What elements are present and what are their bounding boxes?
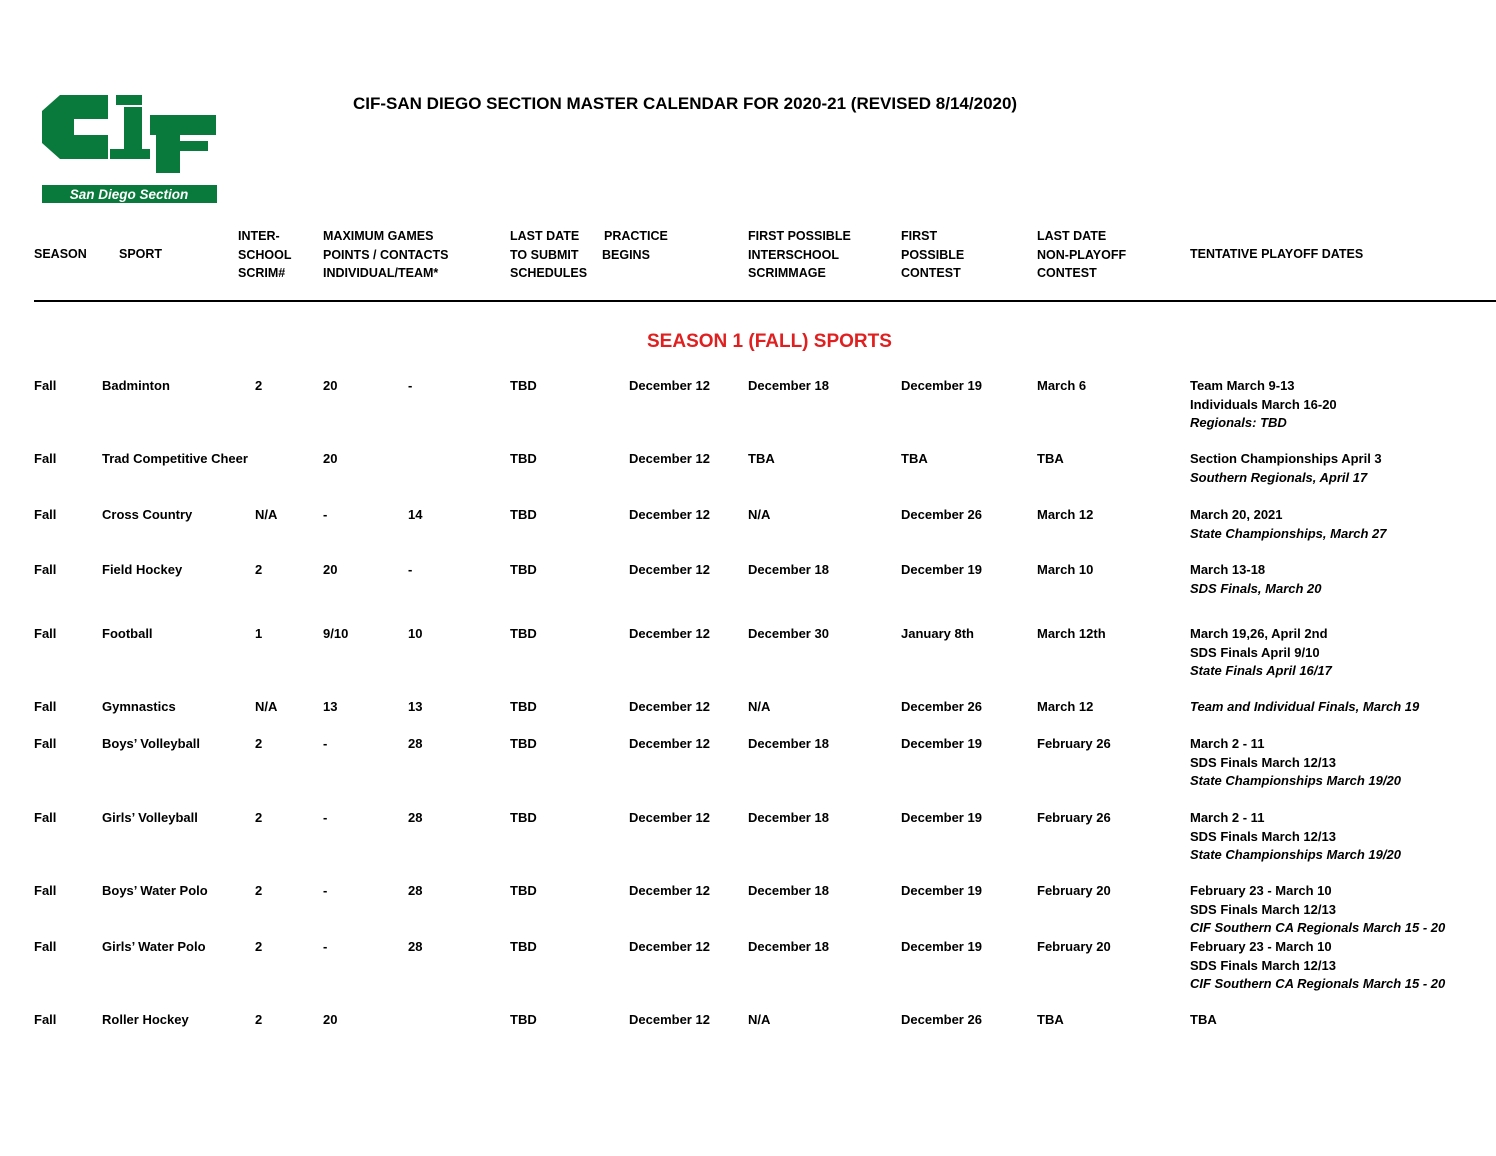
- header-first-scrimmage: FIRST POSSIBLE INTERSCHOOL SCRIMMAGE: [748, 229, 851, 280]
- row-scrim: N/A: [255, 507, 278, 522]
- row-max-team: -: [408, 378, 413, 393]
- row-season: Fall: [34, 883, 57, 898]
- row-first-scrimmage: December 18: [748, 736, 829, 751]
- row-last-contest: March 6: [1037, 378, 1087, 393]
- row-schedules-date: TBD: [510, 378, 537, 393]
- row-max-individual: 20: [323, 451, 338, 466]
- row-first-scrimmage: N/A: [748, 507, 771, 522]
- playoff-line: February 23 - March 10: [1190, 939, 1332, 954]
- row-first-scrimmage: N/A: [748, 1012, 771, 1027]
- row-max-team: -: [408, 562, 413, 577]
- row-schedules-date: TBD: [510, 451, 537, 466]
- logo-f-shape: [150, 115, 216, 173]
- row-scrim: 2: [255, 736, 263, 751]
- playoff-line: March 19,26, April 2nd: [1190, 626, 1328, 641]
- playoff-line: Section Championships April 3: [1190, 451, 1382, 466]
- header-last-nonplayoff: LAST DATE NON-PLAYOFF CONTEST: [1037, 229, 1127, 280]
- row-first-contest: December 26: [901, 1012, 982, 1027]
- row-last-contest: TBA: [1037, 1012, 1064, 1027]
- cif-logo: [40, 93, 218, 205]
- playoff-line: CIF Southern CA Regionals March 15 - 20: [1190, 920, 1446, 935]
- playoff-line: March 13-18: [1190, 562, 1266, 577]
- row-max-team: 28: [408, 736, 423, 751]
- row-practice-date: December 12: [629, 736, 710, 751]
- row-scrim: 1: [255, 626, 263, 641]
- row-schedules-date: TBD: [510, 562, 537, 577]
- row-season: Fall: [34, 626, 57, 641]
- row-practice-date: December 12: [629, 562, 710, 577]
- row-scrim: 2: [255, 883, 263, 898]
- row-max-individual: -: [323, 736, 328, 751]
- row-playoff-dates: [1190, 938, 1445, 994]
- header-max-games: MAXIMUM GAMES POINTS / CONTACTS INDIVIDUAL/TEAM*: [323, 229, 449, 280]
- row-season: Fall: [34, 1012, 57, 1027]
- row-last-contest: February 20: [1037, 883, 1111, 898]
- row-sport: Badminton: [102, 378, 170, 393]
- row-season: Fall: [34, 810, 57, 825]
- row-season: Fall: [34, 507, 57, 522]
- row-first-contest: December 19: [901, 736, 982, 751]
- playoff-line: SDS Finals March 12/13: [1190, 828, 1336, 844]
- row-first-contest: TBA: [901, 451, 928, 466]
- row-max-individual: 20: [323, 562, 338, 577]
- row-season: Fall: [34, 699, 57, 714]
- playoff-line: March 2 - 11: [1190, 810, 1265, 825]
- row-scrim: 2: [255, 1012, 263, 1027]
- row-sport: Girls’ Volleyball: [102, 810, 198, 825]
- row-first-contest: December 19: [901, 378, 982, 393]
- row-playoff-dates: [1190, 882, 1445, 938]
- row-season: Fall: [34, 939, 57, 954]
- row-scrim: 2: [255, 378, 263, 393]
- row-sport: Trad Competitive Cheer: [102, 451, 248, 466]
- row-practice-date: December 12: [629, 507, 710, 522]
- row-max-team: 28: [408, 939, 423, 954]
- header-practice: PRACTICE BEGINS: [602, 229, 668, 262]
- playoff-line: Regionals: TBD: [1190, 415, 1287, 430]
- row-max-individual: -: [323, 507, 328, 522]
- playoff-line: SDS Finals, March 20: [1190, 580, 1322, 596]
- row-max-individual: -: [323, 883, 328, 898]
- row-scrim: 2: [255, 810, 263, 825]
- row-scrim: 2: [255, 562, 263, 577]
- playoff-line: Team March 9-13: [1190, 378, 1295, 393]
- row-sport: Boys’ Volleyball: [102, 736, 201, 751]
- row-first-contest: December 19: [901, 810, 982, 825]
- row-last-contest: TBA: [1037, 451, 1064, 466]
- row-playoff-dates: [1190, 735, 1401, 791]
- row-schedules-date: TBD: [510, 699, 537, 714]
- row-last-contest: March 10: [1037, 562, 1094, 577]
- row-scrim: 2: [255, 939, 263, 954]
- row-practice-date: December 12: [629, 810, 710, 825]
- row-schedules-date: TBD: [510, 626, 537, 641]
- row-season: Fall: [34, 378, 57, 393]
- row-last-contest: February 26: [1037, 810, 1111, 825]
- row-max-team: 28: [408, 810, 423, 825]
- row-sport: Gymnastics: [102, 699, 176, 714]
- playoff-line: State Finals April 16/17: [1190, 663, 1332, 678]
- row-max-individual: 20: [323, 378, 338, 393]
- row-playoff-dates: [1190, 377, 1337, 433]
- header-first-contest: FIRST POSSIBLE CONTEST: [901, 229, 965, 280]
- playoff-line: SDS Finals March 12/13: [1190, 901, 1336, 917]
- header-sport: SPORT: [119, 247, 163, 261]
- playoff-line: State Championships March 19/20: [1190, 847, 1401, 862]
- row-schedules-date: TBD: [510, 507, 537, 522]
- row-scrim: N/A: [255, 699, 278, 714]
- row-last-contest: March 12th: [1037, 626, 1106, 641]
- season-heading: SEASON 1 (FALL) SPORTS: [647, 331, 892, 352]
- row-schedules-date: TBD: [510, 939, 537, 954]
- header-season: SEASON: [34, 247, 87, 261]
- row-first-scrimmage: December 18: [748, 883, 829, 898]
- row-practice-date: December 12: [629, 883, 710, 898]
- row-first-scrimmage: December 30: [748, 626, 829, 641]
- header-last-date-schedules: LAST DATE TO SUBMIT SCHEDULES: [510, 229, 588, 280]
- page-title: CIF-SAN DIEGO SECTION MASTER CALENDAR FOR 2020-21 (REVISED 8/14/2020): [353, 94, 1018, 113]
- row-max-individual: 9/10: [323, 626, 349, 641]
- row-max-team: 13: [408, 699, 423, 714]
- row-max-individual: 20: [323, 1012, 338, 1027]
- playoff-line: TBA: [1190, 1012, 1217, 1027]
- row-practice-date: December 12: [629, 699, 710, 714]
- row-first-scrimmage: December 18: [748, 378, 829, 393]
- row-first-scrimmage: N/A: [748, 699, 771, 714]
- header-playoff-dates: TENTATIVE PLAYOFF DATES: [1190, 247, 1364, 261]
- row-sport: Football: [102, 626, 153, 641]
- row-practice-date: December 12: [629, 1012, 710, 1027]
- row-max-team: 10: [408, 626, 423, 641]
- row-playoff-dates: [1190, 625, 1332, 681]
- playoff-line: State Championships, March 27: [1190, 525, 1387, 541]
- row-playoff-dates: [1190, 809, 1401, 865]
- playoff-line: SDS Finals March 12/13: [1190, 754, 1336, 770]
- row-first-scrimmage: December 18: [748, 939, 829, 954]
- row-last-contest: March 12: [1037, 507, 1094, 522]
- row-first-contest: December 19: [901, 939, 982, 954]
- row-last-contest: February 26: [1037, 736, 1111, 751]
- playoff-line: SDS Finals March 12/13: [1190, 957, 1336, 973]
- playoff-line: CIF Southern CA Regionals March 15 - 20: [1190, 976, 1446, 991]
- row-first-scrimmage: December 18: [748, 810, 829, 825]
- row-max-individual: 13: [323, 699, 338, 714]
- playoff-line: Individuals March 16-20: [1190, 396, 1337, 412]
- row-first-contest: December 19: [901, 562, 982, 577]
- row-practice-date: December 12: [629, 451, 710, 466]
- row-playoff-dates: [1190, 698, 1419, 717]
- logo-c-shape: [42, 95, 108, 159]
- row-practice-date: December 12: [629, 378, 710, 393]
- row-season: Fall: [34, 562, 57, 577]
- row-first-scrimmage: TBA: [748, 451, 775, 466]
- row-schedules-date: TBD: [510, 883, 537, 898]
- playoff-line: State Championships March 19/20: [1190, 773, 1401, 788]
- logo-caption: San Diego Section: [69, 187, 189, 202]
- row-first-contest: December 26: [901, 507, 982, 522]
- row-playoff-dates: [1190, 450, 1382, 487]
- row-last-contest: March 12: [1037, 699, 1094, 714]
- playoff-line: March 2 - 11: [1190, 736, 1265, 751]
- playoff-line: March 20, 2021: [1190, 507, 1283, 522]
- row-max-individual: -: [323, 810, 328, 825]
- row-sport: Boys’ Water Polo: [102, 883, 208, 898]
- playoff-line: February 23 - March 10: [1190, 883, 1332, 898]
- row-max-individual: -: [323, 939, 328, 954]
- row-max-team: 28: [408, 883, 423, 898]
- row-practice-date: December 12: [629, 626, 710, 641]
- row-practice-date: December 12: [629, 939, 710, 954]
- row-playoff-dates: [1190, 561, 1322, 598]
- header-scrim: INTER- SCHOOL SCRIM#: [238, 229, 292, 280]
- row-first-contest: December 26: [901, 699, 982, 714]
- row-sport: Field Hockey: [102, 562, 183, 577]
- playoff-line: SDS Finals April 9/10: [1190, 644, 1320, 660]
- row-sport: Cross Country: [102, 507, 193, 522]
- row-season: Fall: [34, 451, 57, 466]
- row-sport: Girls’ Water Polo: [102, 939, 206, 954]
- row-season: Fall: [34, 736, 57, 751]
- row-sport: Roller Hockey: [102, 1012, 189, 1027]
- row-playoff-dates: [1190, 506, 1387, 543]
- row-max-team: 14: [408, 507, 423, 522]
- playoff-line: Southern Regionals, April 17: [1190, 469, 1368, 485]
- row-first-contest: December 19: [901, 883, 982, 898]
- header-divider: [34, 300, 1496, 302]
- row-schedules-date: TBD: [510, 810, 537, 825]
- row-playoff-dates: [1190, 1011, 1217, 1030]
- row-first-contest: January 8th: [901, 626, 974, 641]
- row-last-contest: February 20: [1037, 939, 1111, 954]
- playoff-line: Team and Individual Finals, March 19: [1190, 699, 1420, 714]
- row-first-scrimmage: December 18: [748, 562, 829, 577]
- row-schedules-date: TBD: [510, 1012, 537, 1027]
- logo-i-shape: [116, 95, 142, 105]
- row-schedules-date: TBD: [510, 736, 537, 751]
